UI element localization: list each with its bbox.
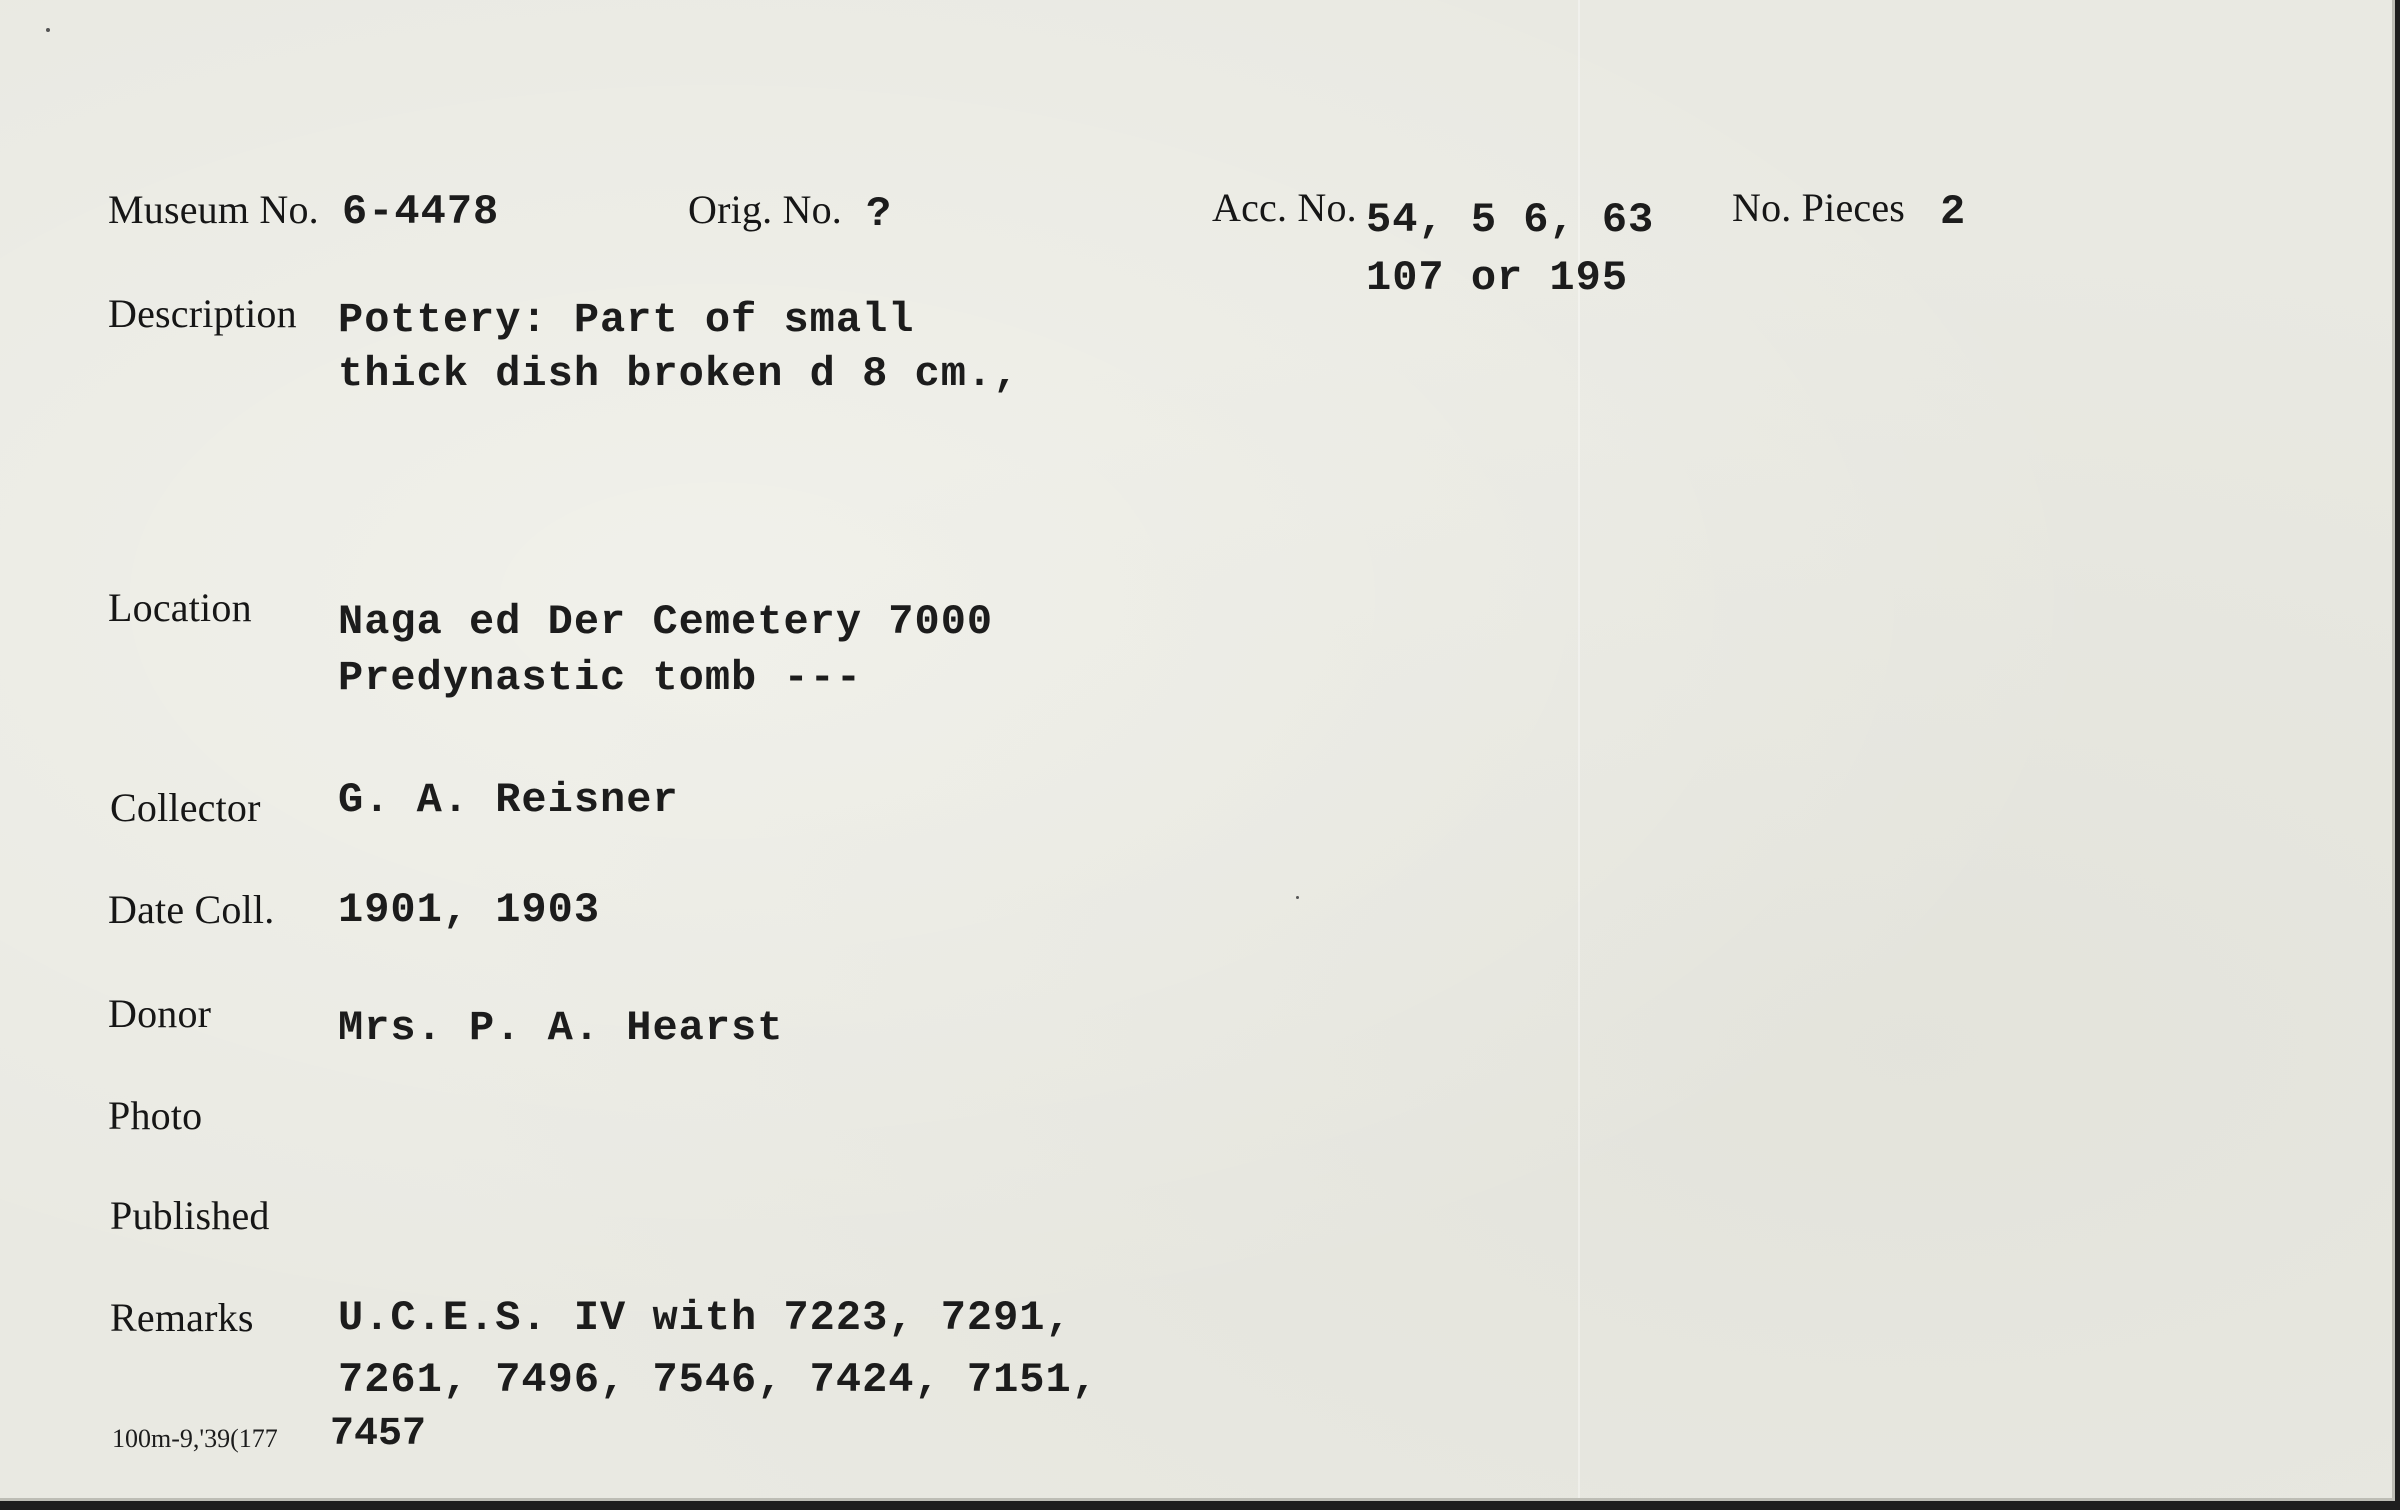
remarks-label: Remarks — [110, 1295, 254, 1340]
specks — [1296, 896, 1299, 899]
acc-no-value-line1: 54, 5 6, 63 — [1366, 196, 1655, 244]
pieces-label: No. Pieces — [1732, 185, 1906, 230]
specks — [46, 28, 50, 32]
orig-no-value: ? — [866, 190, 893, 238]
description-line1: Pottery: Part of small — [338, 296, 915, 344]
collector-value: G. A. Reisner — [338, 776, 679, 824]
acc-no-value-line2: 107 or 195 — [1366, 254, 1629, 302]
location-line2: Predynastic tomb --- — [338, 654, 863, 702]
donor-value: Mrs. P. A. Hearst — [338, 1004, 784, 1052]
location-label: Location — [108, 585, 252, 630]
remarks-line1: U.C.E.S. IV with 7223, 7291, — [338, 1294, 1072, 1342]
description-label: Description — [108, 291, 297, 336]
museum-no-label: Museum No. — [108, 187, 319, 232]
remarks-line2: 7261, 7496, 7546, 7424, 7151, — [338, 1356, 1098, 1404]
card-number: 7457 — [330, 1412, 427, 1457]
donor-label: Donor — [108, 991, 212, 1036]
photo-label: Photo — [108, 1093, 203, 1138]
location-line1: Naga ed Der Cemetery 7000 — [338, 598, 994, 646]
acc-no-label: Acc. No. — [1212, 185, 1357, 230]
collector-label: Collector — [110, 785, 261, 830]
date-coll-label: Date Coll. — [108, 887, 275, 932]
museum-no-value: 6-4478 — [342, 188, 500, 236]
orig-no-label: Orig. No. — [688, 187, 843, 232]
form-code: 100m-9,'39(177 — [112, 1424, 278, 1453]
pieces-value: 2 — [1940, 188, 1967, 236]
published-label: Published — [110, 1193, 270, 1238]
description-line2: thick dish broken d 8 cm., — [338, 350, 1020, 398]
date-coll-value: 1901, 1903 — [338, 886, 601, 934]
